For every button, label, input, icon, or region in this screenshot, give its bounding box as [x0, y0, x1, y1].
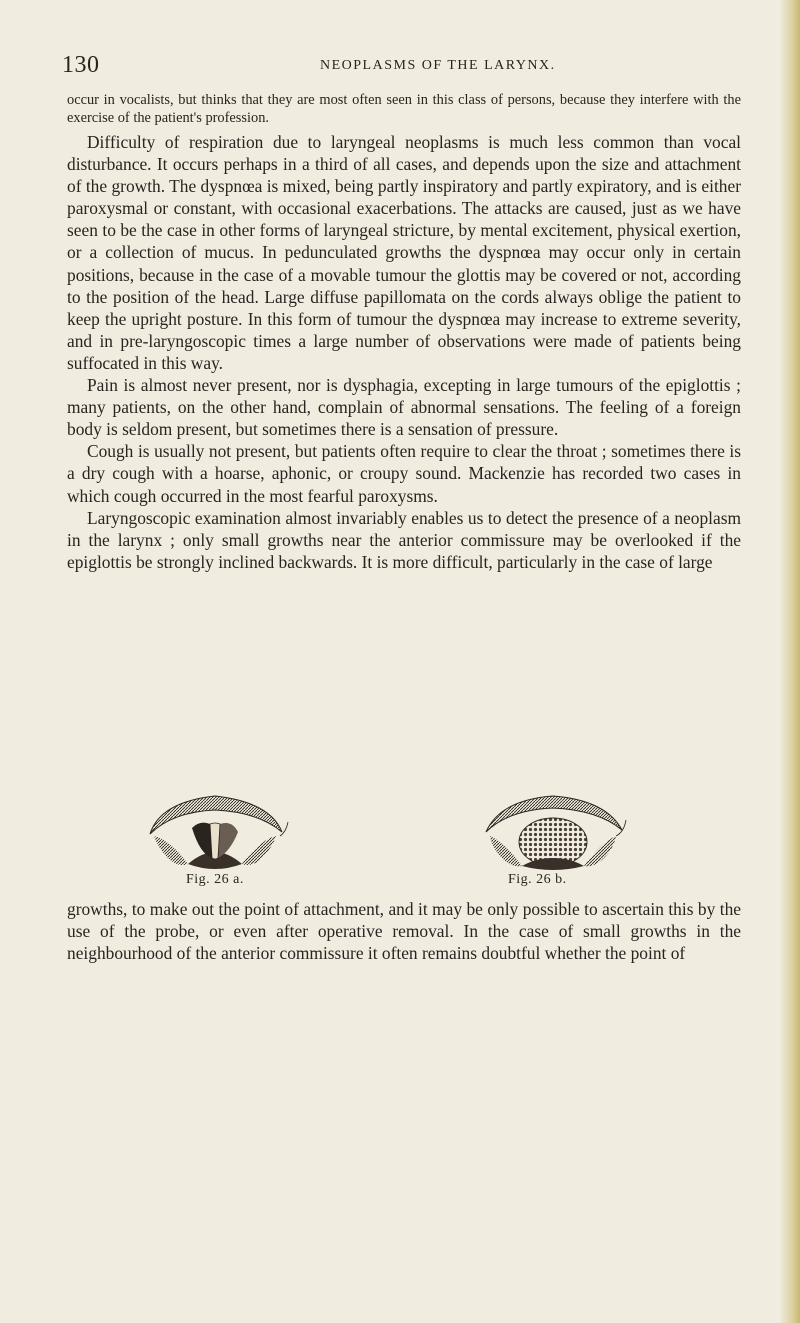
page-number: 130 — [62, 52, 100, 78]
paragraph-laryngoscopic-examination: Laryngoscopic examination almost invariably enables us to detect the presence of a neoplasm in the larynx ; only small growths near the anterior commissure may be overlooked if the epiglottis be strongly inclined backwards. It is more difficult, particularly in the case of large — [67, 507, 741, 572]
figure-26b — [478, 792, 628, 874]
page-edge — [780, 0, 800, 1323]
figure-26a-caption: Fig. 26 a. — [186, 872, 244, 887]
paragraph-dyspnoea: Difficulty of respiration due to laryngeal neoplasms is much less common than vocal disturbance. It occurs perhaps in a third of all cases, and depends upon the size and attachment of the growth. The dyspnœa is mixed, being partly inspiratory and partly expiratory, and is either paroxysmal or constant, with occasional exacerbations. The attacks are caused, just as we have seen to be the case in other forms of laryngeal stricture, by mental excitement, physical exertion, or a collection of mucus. In pedunculated growths the dyspnœa may occur only in certain positions, because in the case of a movable tumour the glottis may be covered or not, according to the position of the head. Large diffuse papillomata on the cords always oblige the patient to keep the upright posture. In this form of tumour the dyspnœa may increase to extreme severity, and in pre-laryngoscopic times a large number of observations were made of patients being suffocated in this way. — [67, 132, 741, 373]
page-header — [62, 52, 742, 82]
intro-paragraph-small: occur in vocalists, but thinks that they are most often seen in this class of persons, because they interfere with the exercise of the patient's profession. — [67, 92, 741, 126]
laryngoscopic-view-b-icon — [478, 792, 628, 874]
paragraph-cough: Cough is usually not present, but patients often require to clear the throat ; sometimes there is a dry cough with a hoarse, aphonic, or croupy sound. Mackenzie has recorded two cases in which cough occurred in the most fearful paroxysms. — [67, 441, 741, 506]
paragraph-continuation: growths, to make out the point of attachment, and it may be only possible to ascertain this by the use of the probe, or even after operative removal. In the case of small growths in the neighbourhood of the anterior commissure it often remains doubtful whether the point of — [67, 899, 741, 964]
laryngoscopic-view-a-icon — [140, 792, 290, 874]
continuation-text — [67, 898, 741, 964]
paragraph-pain: Pain is almost never present, nor is dysphagia, excepting in large tumours of the epiglottis ; many patients, on the other hand, complain of abnormal sensations. The feeling of a foreign body is seldom present, but sometimes there is a sensation of pressure. — [67, 375, 741, 440]
figure-26b-caption: Fig. 26 b. — [508, 872, 567, 887]
main-text — [67, 131, 741, 573]
running-head: NEOPLASMS OF THE LARYNX. — [320, 58, 556, 73]
figure-26a — [140, 792, 290, 874]
